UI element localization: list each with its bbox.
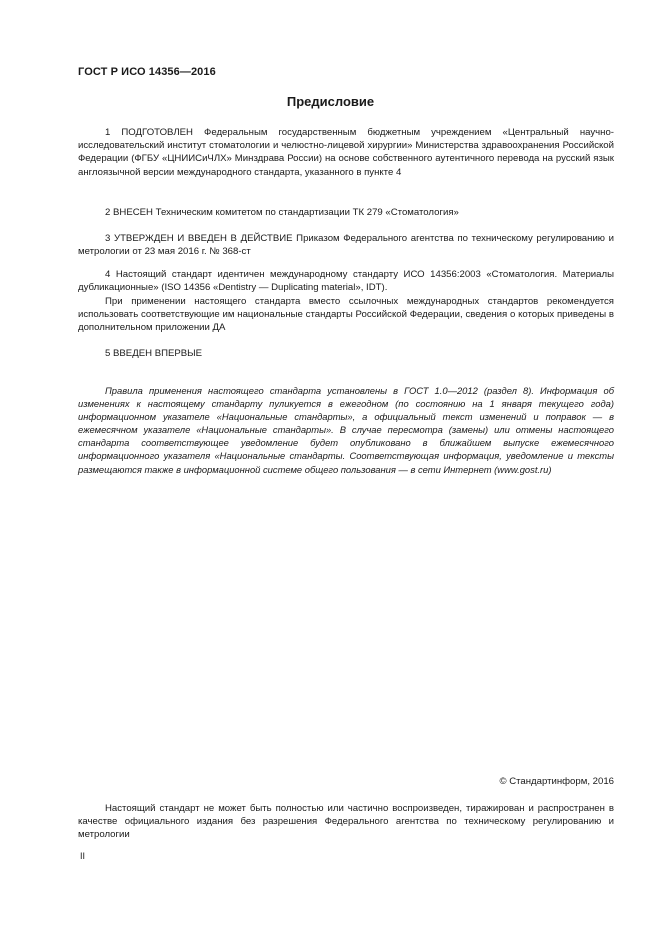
paragraph-prepared-by: 1 ПОДГОТОВЛЕН Федеральным государственным бюджетным учреждением «Центральный научно-исследовательский институт стоматологии и челюстно-лицевой хирургии» Министерства здравоохранения Российской Федерации (ФГБУ «ЦНИИСиЧЛХ» Минздрава России) на основе собственного аутентичного перевода на русский язык англоязычной версии международного стандарта, указанного в пункте 4 <box>78 127 614 178</box>
standard-code-header: ГОСТ Р ИСО 14356—2016 <box>78 66 216 78</box>
application-rules-note: Правила применения настоящего стандарта установлены в ГОСТ 1.0—2012 (раздел 8). Информация об изменениях к настоящему стандарту пуликуется в ежегодном (по состоянию на 1 января текущего года) информационном указателе «Национальные стандарты», а официальный текст изменений и поправок — в ежемесячном указателе «Национальные стандарты». В случае пересмотра (замены) или отмены настоящего стандарта соответствующее уведомление будет опубликовано в ближайшем выпуске ежемесячного информационного указателя «Национальные стандарты. Соответствующая информация, уведомление и тексты размещаются также в информационной системе общего пользования — в сети Интернет (www.gost.ru) <box>78 385 614 475</box>
paragraph-references-recommendation: При применении настоящего стандарта вместо ссылочных международных стандартов рекомендуется использовать соответствующие им национальные стандарты Российской Федерации, сведения о которых приведены в дополнительном приложении ДА <box>78 296 614 334</box>
paragraph-identical-standard: 4 Настоящий стандарт идентичен международному стандарту ИСО 14356:2003 «Стоматология. Материалы дубликационные» (ISO 14356 «Dentistry — Duplicating material», IDT). <box>78 269 614 294</box>
reproduction-restriction-note: Настоящий стандарт не может быть полностью или частично воспроизведен, тиражирован и распространен в качестве официального издания без разрешения Федерального агентства по техническому регулированию и метрологии <box>78 803 614 841</box>
copyright-notice: © Стандартинформ, 2016 <box>499 776 614 787</box>
paragraph-submitted-by: 2 ВНЕСЕН Техническим комитетом по стандартизации ТК 279 «Стоматология» <box>105 207 459 218</box>
paragraph-approved: 3 УТВЕРЖДЕН И ВВЕДЕН В ДЕЙСТВИЕ Приказом Федерального агентства по техническому регулированию и метрологии от 23 мая 2016 г. № 368-ст <box>78 233 614 258</box>
page-number: II <box>80 851 86 861</box>
page-title: Предисловие <box>286 94 375 109</box>
paragraph-introduced-first: 5 ВВЕДЕН ВПЕРВЫЕ <box>105 348 203 359</box>
